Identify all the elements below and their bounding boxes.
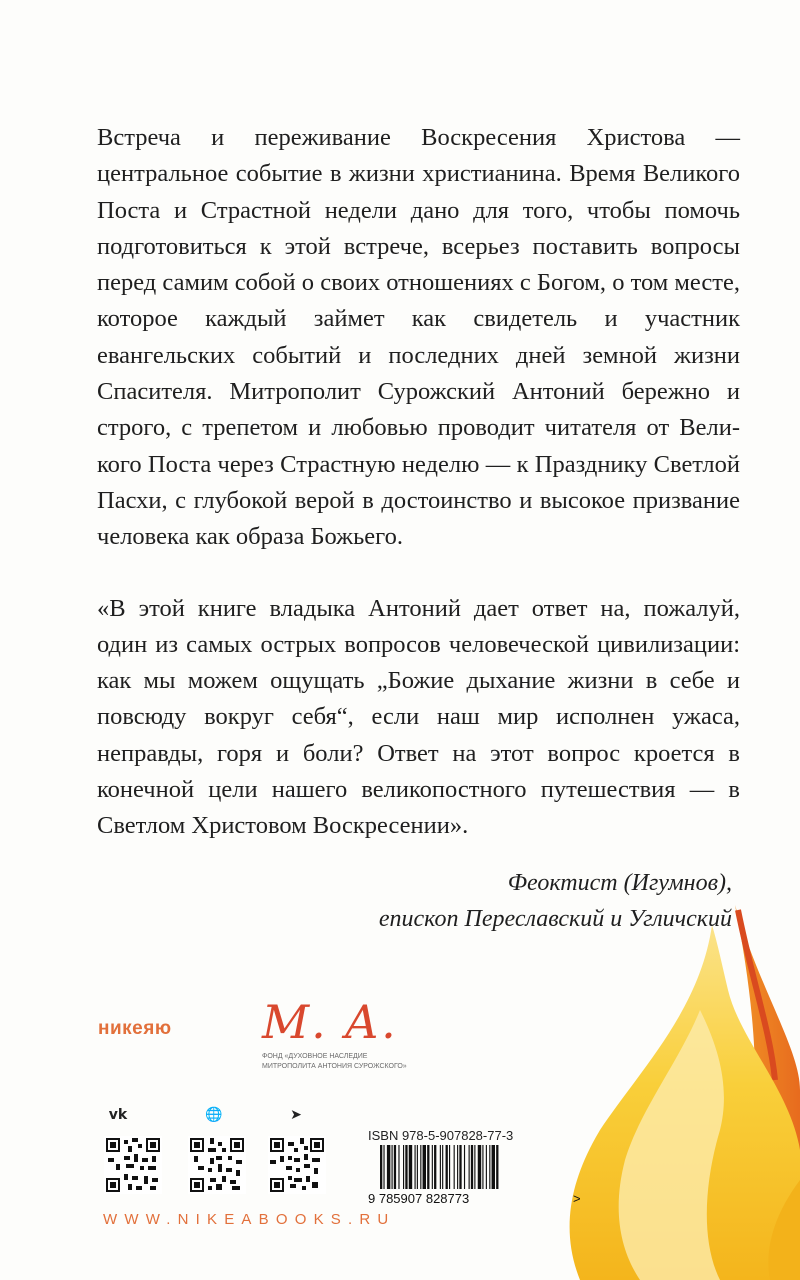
globe-icon[interactable]: 🌐 [205,1107,223,1123]
telegram-icon[interactable]: ➤ [290,1107,302,1123]
annotation-text [97,120,740,845]
isbn-arrow: > [573,1191,581,1205]
isbn-label: ISBN 978-5-907828-77-3 [368,1128,514,1143]
author-name: Феоктист (Игумнов), [507,870,732,896]
qr-code-vk[interactable] [104,1136,162,1194]
qr-code-telegram[interactable] [268,1136,326,1194]
ma-foundation-logo: М. А. [262,995,398,1049]
website-url[interactable]: WWW.NIKEABOOKS.RU [103,1211,396,1228]
ma-foundation-caption: ФОНД «ДУХОВНОЕ НАСЛЕДИЕ МИТРОПОЛИТА АНТОНИЯ СУРОЖСКОГО» [262,1053,407,1070]
review-quote: «В этой книге владыка Антоний дает ответ на, пожалуй, один из самых острых вопросов человеческой цивилизации: как мы можем ощущать „Божие дыхание жизни в себе и повсюду вокруг себя“, если наш мир исполнен ужаса, неправды, горя и боли? Ответ на этот вопрос кроется в конечной цели нашего великопостного путешествия — в Светлом Христовом Воскресении». [97,594,740,840]
vk-icon[interactable]: vk [108,1107,128,1123]
author-title: епископ Переславский и Угличский [378,906,732,932]
isbn-barcode [368,1145,583,1205]
qr-code-website[interactable] [188,1136,246,1194]
description-paragraph: Встреча и переживание Воскресения Христова — центральное событие в жизни христианина. Время Великого Поста и Страстной недели дано для того, чтобы помочь подготовиться к этой встрече, всерьез поставить вопросы перед самим собой о своих отношениях с Богом, о том месте, которое каждый займет как свидетель и участник евангельских событий и последних дней земной жизни Спасителя. Митрополит Сурожский Антоний бережно и строго, с трепетом и любовью проводит читателя от Великого Поста через Страстную неделю — к Празднику Светлой Пасхи, с глубокой верой в достоинство и высокое призвание человека как образа Божьего. [97,124,740,551]
isbn-digits: 9 785907 828773 [368,1191,470,1205]
quote-signature [379,865,732,937]
nikea-logo: никеяю [98,1018,172,1039]
